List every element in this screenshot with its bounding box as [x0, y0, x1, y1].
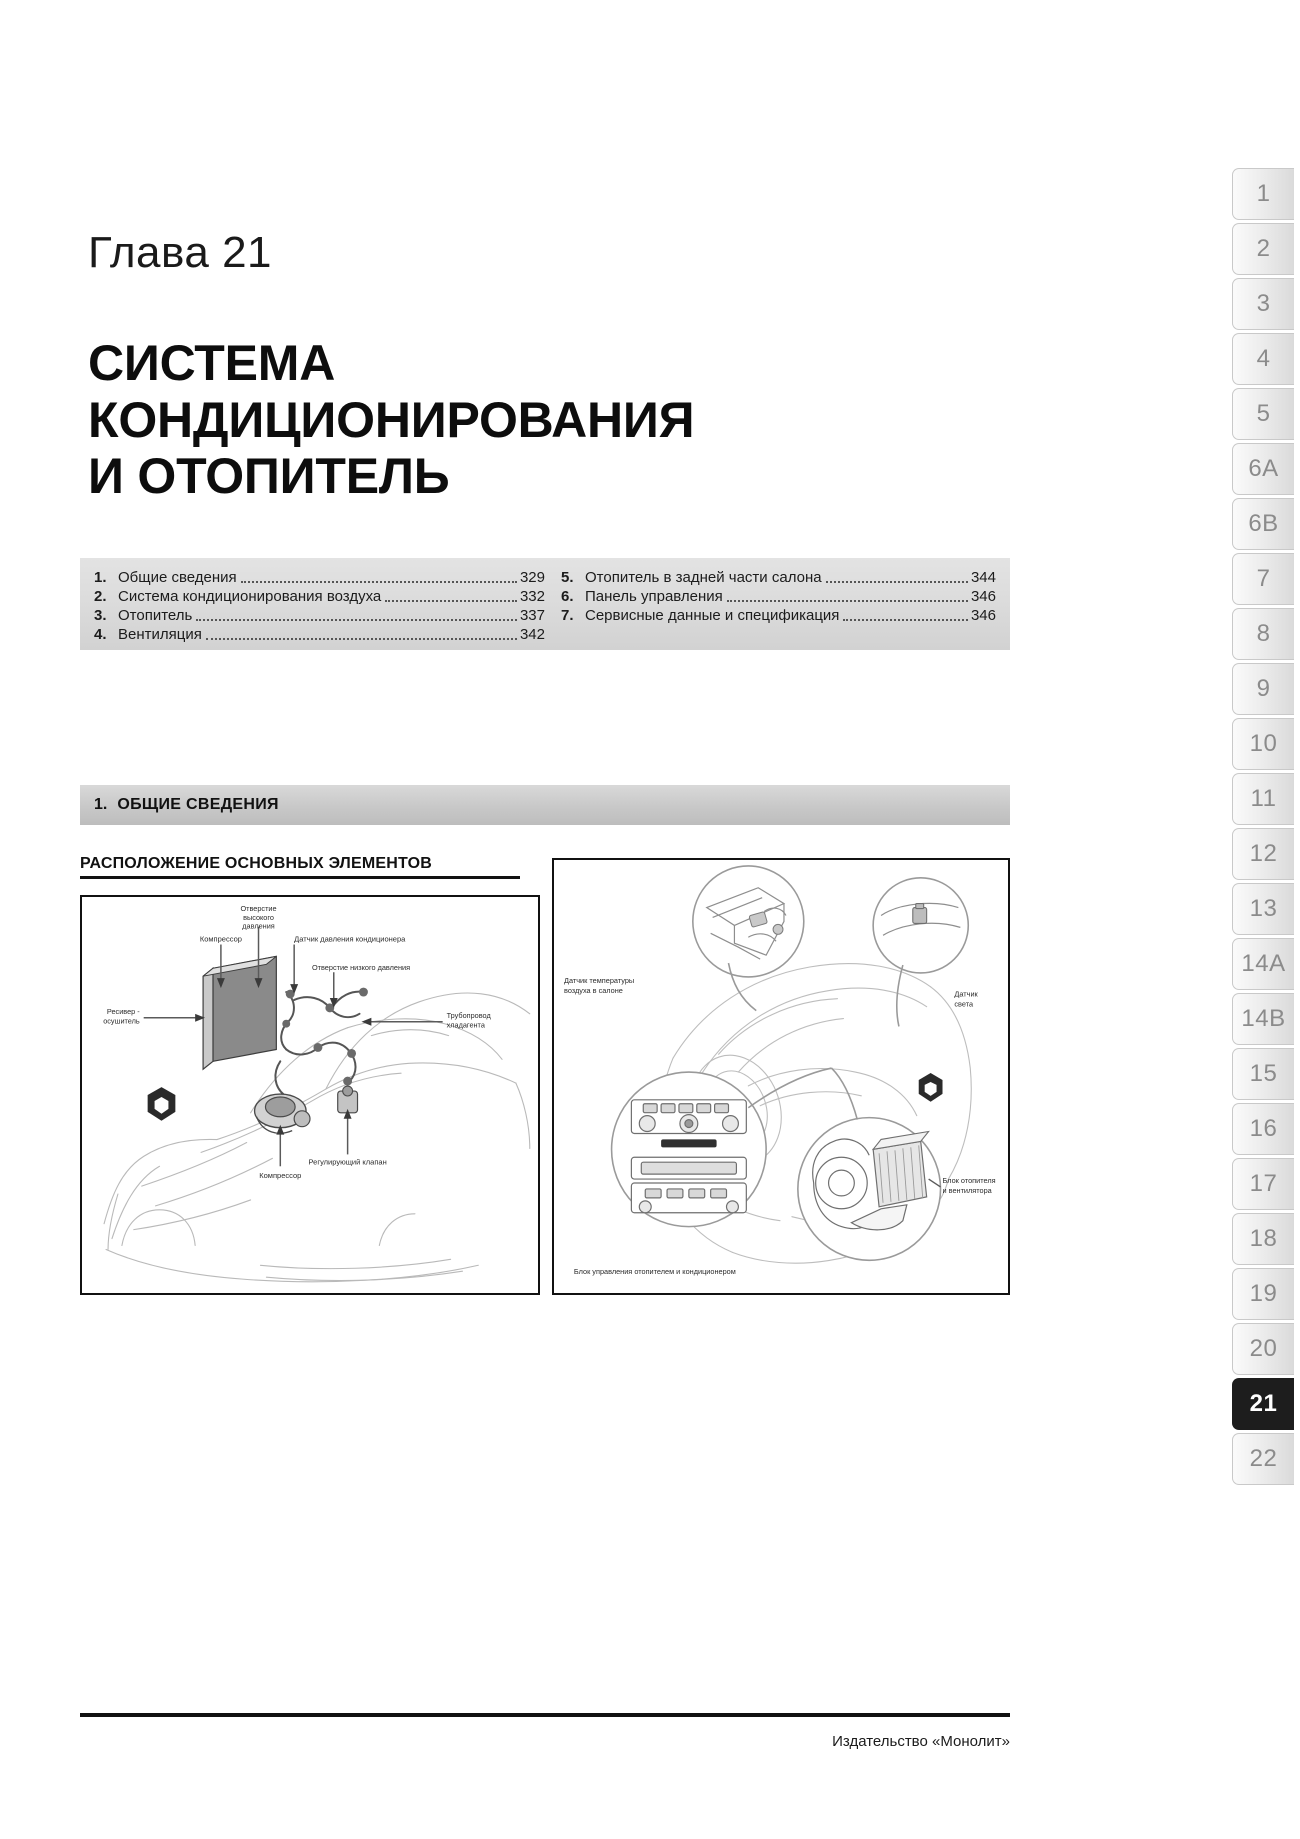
toc-leader-dots — [241, 581, 517, 583]
chapter-tab-label: 7 — [1256, 565, 1271, 592]
chapter-tab-20[interactable] — [1232, 1323, 1294, 1375]
chapter-tab-label: 16 — [1249, 1115, 1278, 1142]
chapter-label: Глава 21 — [88, 228, 273, 277]
toc-leader-dots — [385, 600, 517, 602]
table-of-contents — [80, 558, 1010, 650]
toc-entry-title: Отопитель — [118, 607, 193, 624]
toc-leader-dots — [206, 638, 517, 640]
section-title: ОБЩИЕ СВЕДЕНИЯ — [117, 796, 279, 813]
chapter-tab-label: 22 — [1249, 1445, 1278, 1472]
chapter-tab-label: 11 — [1250, 785, 1277, 812]
label-ac-pressure-sensor: Датчик давления кондиционера — [294, 934, 406, 944]
label-receiver-drier: Ресивер - — [106, 1006, 140, 1016]
toc-entry-number: 2. — [94, 588, 107, 605]
toc-column-right — [545, 568, 996, 642]
toc-entry-page: 346 — [970, 607, 996, 624]
toc-leader-dots — [727, 600, 968, 602]
chapter-tab-label: 15 — [1249, 1060, 1278, 1087]
toc-entry[interactable] — [561, 606, 996, 625]
chapter-tab-label: 18 — [1249, 1225, 1278, 1252]
chapter-tab-6a[interactable] — [1232, 443, 1294, 495]
chapter-tab-13[interactable] — [1232, 883, 1294, 935]
section-header-bar — [80, 785, 1010, 825]
toc-entry-page: 329 — [519, 569, 545, 586]
chapter-tab-9[interactable] — [1232, 663, 1294, 715]
chapter-tab-1[interactable] — [1232, 168, 1294, 220]
label-heater-blower-unit: Блок отопителя — [942, 1176, 996, 1186]
chapter-tab-10[interactable] — [1232, 718, 1294, 770]
chapter-tab-5[interactable] — [1232, 388, 1294, 440]
chapter-tab-label: 14A — [1241, 950, 1286, 977]
chapter-tab-14b[interactable] — [1232, 993, 1294, 1045]
label-refrigerant-line: хладагента — [446, 1020, 485, 1030]
toc-entry-number: 6. — [561, 588, 574, 605]
toc-leader-dots — [826, 581, 968, 583]
footer-rule — [80, 1713, 1010, 1717]
toc-entry-title: Отопитель в задней части салона — [585, 569, 822, 586]
toc-entry-page: 332 — [519, 588, 545, 605]
label-cabin-temp-sensor: воздуха в салоне — [564, 985, 623, 995]
subheading-text: РАСПОЛОЖЕНИЕ ОСНОВНЫХ ЭЛЕМЕНТОВ — [80, 855, 432, 872]
figure-cabin-hvac-components — [552, 858, 1010, 1295]
toc-leader-dots — [843, 619, 968, 621]
chapter-tab-label: 20 — [1249, 1335, 1278, 1362]
subheading-block — [80, 855, 520, 879]
chapter-tab-7[interactable] — [1232, 553, 1294, 605]
label-heater-blower-unit: и вентилятора — [942, 1185, 992, 1195]
chapter-tab-label: 12 — [1249, 840, 1278, 867]
chapter-tab-18[interactable] — [1232, 1213, 1294, 1265]
toc-entry-title: Система кондиционирования воздуха — [118, 588, 382, 605]
toc-entry-page: 344 — [970, 569, 996, 586]
chapter-tab-label: 13 — [1249, 895, 1278, 922]
chapter-tab-label: 19 — [1249, 1280, 1278, 1307]
toc-entry-page: 346 — [970, 588, 996, 605]
chapter-tab-15[interactable] — [1232, 1048, 1294, 1100]
toc-column-left — [94, 568, 545, 642]
chapter-tab-3[interactable] — [1232, 278, 1294, 330]
label-light-sensor: света — [954, 999, 974, 1009]
toc-entry-title: Сервисные данные и спецификация — [585, 607, 840, 624]
chapter-title — [88, 335, 988, 505]
chapter-tab-label: 8 — [1256, 620, 1271, 647]
toc-entry[interactable] — [94, 587, 545, 606]
chapter-tab-22[interactable] — [1232, 1433, 1294, 1485]
label-low-pressure-port: Отверстие низкого давления — [311, 963, 411, 973]
label-high-pressure-port: высокого — [243, 912, 274, 922]
footer-publisher: Издательство «Монолит» — [832, 1733, 1010, 1750]
chapter-tab-11[interactable] — [1232, 773, 1294, 825]
label-compressor-top: Компрессор — [199, 934, 242, 944]
chapter-tab-21[interactable] — [1232, 1378, 1294, 1430]
chapter-tab-8[interactable] — [1232, 608, 1294, 660]
toc-entry[interactable] — [561, 587, 996, 606]
label-light-sensor: Датчик — [954, 989, 978, 999]
chapter-tab-label: 4 — [1256, 345, 1271, 372]
toc-entry-number: 3. — [94, 607, 107, 624]
label-expansion-valve: Регулирующий клапан — [308, 1157, 387, 1167]
toc-entry[interactable] — [561, 568, 996, 587]
chapter-tab-label: 14B — [1241, 1005, 1286, 1032]
chapter-tab-label: 6B — [1248, 510, 1279, 537]
toc-entry-title: Панель управления — [585, 588, 723, 605]
chapter-tab-17[interactable] — [1232, 1158, 1294, 1210]
chapter-tab-4[interactable] — [1232, 333, 1294, 385]
chapter-tab-label: 9 — [1256, 675, 1271, 702]
chapter-title-line-1: СИСТЕМА — [88, 335, 336, 391]
chapter-tab-label: 5 — [1256, 400, 1271, 427]
toc-entry-title: Общие сведения — [118, 569, 237, 586]
figure-engine-bay-ac-components — [80, 895, 540, 1295]
chapter-tab-12[interactable] — [1232, 828, 1294, 880]
chapter-tab-label: 21 — [1249, 1390, 1278, 1417]
chapter-title-line-2: КОНДИЦИОНИРОВАНИЯ — [88, 391, 695, 448]
label-hvac-control-unit: Блок управления отопителем и кондиционером — [573, 1267, 736, 1277]
toc-entry-number: 4. — [94, 626, 107, 643]
label-high-pressure-port: Отверстие — [240, 903, 277, 913]
subheading-rule — [80, 876, 520, 879]
toc-entry-number: 7. — [561, 607, 574, 624]
section-number: 1. — [94, 796, 108, 813]
chapter-tab-19[interactable] — [1232, 1268, 1294, 1320]
label-cabin-temp-sensor: Датчик температуры — [564, 975, 635, 985]
chapter-tab-label: 1 — [1256, 180, 1271, 207]
toc-entry-number: 5. — [561, 569, 574, 586]
chapter-tab-16[interactable] — [1232, 1103, 1294, 1155]
toc-entry-page: 337 — [519, 607, 545, 624]
chapter-tab-label: 2 — [1256, 235, 1271, 262]
chapter-title-line-3: И ОТОПИТЕЛЬ — [88, 448, 450, 504]
chapter-tab-2[interactable] — [1232, 223, 1294, 275]
toc-entry-page: 342 — [519, 626, 545, 643]
chapter-tab-label: 3 — [1256, 290, 1271, 317]
label-receiver-drier: осушитель — [103, 1016, 140, 1026]
chapter-tab-14a[interactable] — [1232, 938, 1294, 990]
chapter-tab-6b[interactable] — [1232, 498, 1294, 550]
chapter-tab-label: 10 — [1249, 730, 1278, 757]
toc-entry[interactable] — [94, 625, 545, 644]
toc-entry[interactable] — [94, 606, 545, 625]
label-refrigerant-line: Трубопровод — [446, 1010, 491, 1020]
toc-leader-dots — [196, 619, 517, 621]
chapter-tab-label: 17 — [1249, 1170, 1278, 1197]
label-high-pressure-port: давления — [242, 921, 275, 931]
toc-entry[interactable] — [94, 568, 545, 587]
toc-entry-title: Вентиляция — [118, 626, 202, 643]
chapter-tab-label: 6A — [1248, 455, 1279, 482]
toc-entry-number: 1. — [94, 569, 107, 586]
label-compressor-bottom: Компрессор — [259, 1171, 302, 1181]
chapter-tab-index — [1232, 168, 1294, 1488]
